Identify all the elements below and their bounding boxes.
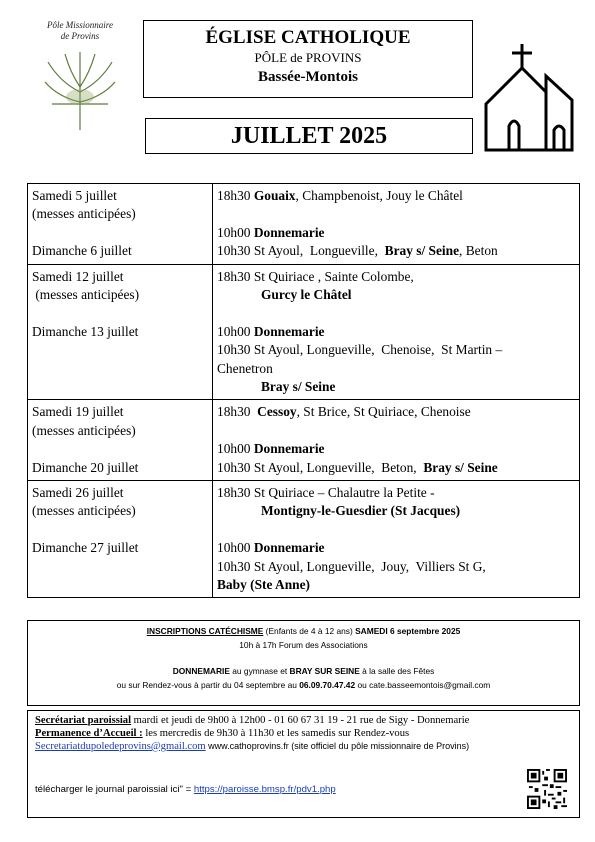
catechism-box [27, 620, 580, 706]
table-row [28, 184, 580, 265]
day-label: Samedi 26 juillet [32, 485, 124, 501]
mass-line: 10h00 Donnemarie [217, 540, 325, 556]
mass-line: Bray s/ Seine [261, 379, 336, 395]
mass-line: 18h30 St Quiriace – Chalautre la Petite - [217, 485, 435, 501]
day-label: Dimanche 27 juillet [32, 540, 139, 556]
logo-line-1: Pôle Missionnaire [47, 20, 113, 30]
mass-line: 10h30 St Ayoul, Longueville, Beton, Bray s/ Seine [217, 459, 498, 475]
day-label: Dimanche 13 juillet [32, 323, 139, 339]
mass-line: 10h30 St Ayoul, Longueville, Chenoise, St Martin – [217, 342, 503, 358]
church-icon [484, 42, 574, 152]
mass-line: Baby (Ste Anne) [217, 577, 311, 593]
pole-logo [30, 20, 130, 135]
catechism-email: ou cate.basseemontois@gmail.com [355, 680, 491, 690]
mass-line: 18h30 Cessoy, St Brice, St Quiriace, Chenoise [217, 404, 471, 420]
mass-schedule-table [27, 183, 580, 598]
day-note: (messes anticipées) [32, 422, 136, 438]
day-cell [28, 264, 213, 400]
logo-text [30, 20, 130, 42]
catechism-rdv: ou sur Rendez-vous à partir du 04 septembre au 06.09.70.47.42 ou cate.basseemontois@gmail.com [116, 680, 491, 690]
mass-line: 18h30 Gouaix, Champbenoist, Jouy le Châtel [217, 188, 463, 203]
day-cell [28, 481, 213, 598]
catechism-ages: (Enfants de 4 à 12 ans) [263, 626, 356, 636]
secretariat-email-link[interactable]: Secretariatdupoledeprovins@gmail.com [35, 741, 206, 752]
day-label: Samedi 19 juillet [32, 404, 124, 420]
day-cell [28, 184, 213, 265]
mass-cell [213, 184, 580, 265]
day-cell [28, 400, 213, 481]
day-label: Samedi 5 juillet [32, 188, 117, 203]
header-subtitle: Bassée-Montois [258, 69, 358, 85]
email-website-line [35, 740, 572, 753]
table-row [28, 264, 580, 400]
qr-code-icon[interactable] [527, 769, 567, 809]
mass-line: 10h00 Donnemarie [217, 441, 325, 457]
mass-line: 10h30 St Ayoul, Longueville, Jouy, Villiers St G, [217, 558, 486, 574]
mass-line: 10h00 Donnemarie [217, 224, 325, 240]
mass-cell [213, 481, 580, 598]
logo-line-2: de Provins [60, 31, 100, 41]
mass-line: 10h30 St Ayoul, Longueville, Bray s/ Seine, Beton [217, 243, 498, 259]
day-note: (messes anticipées) [32, 503, 136, 519]
website-text: www.cathoprovins.fr (site officiel du pôle missionnaire de Provins) [205, 741, 470, 751]
table-row [28, 400, 580, 481]
contact-box [27, 710, 580, 818]
catechism-heading-line [28, 624, 579, 638]
catechism-heading: INSCRIPTIONS CATÉCHISME [146, 626, 264, 636]
catechism-time: 10h à 17h Forum des Associations [239, 640, 368, 650]
header-box [143, 20, 473, 98]
catechism-date: SAMEDI 6 septembre 2025 [355, 626, 461, 636]
journal-line: télécharger le journal paroissial ici" = https://paroisse.bmsp.fr/pdv1.php [35, 784, 336, 795]
mass-line: 10h00 Donnemarie [217, 323, 325, 339]
mass-line: Montigny-le-Guesdier (St Jacques) [261, 503, 461, 519]
header-pole: PÔLE de PROVINS [254, 50, 362, 65]
catechism-phone: 06.09.70.47.42 [299, 680, 356, 690]
catechism-places: DONNEMARIE au gymnase et BRAY SUR SEINE à la salle des Fêtes [172, 666, 435, 676]
header-title: ÉGLISE CATHOLIQUE [205, 27, 411, 48]
mass-cell [213, 264, 580, 400]
mass-cell [213, 400, 580, 481]
mass-line: Gurcy le Châtel [261, 287, 352, 303]
day-note: (messes anticipées) [32, 287, 140, 303]
day-note: (messes anticipées) [32, 206, 136, 222]
day-label: Dimanche 20 juillet [32, 459, 139, 475]
month-title: JUILLET 2025 [145, 118, 473, 154]
journal-link[interactable]: https://paroisse.bmsp.fr/pdv1.php [193, 784, 336, 795]
day-label: Dimanche 6 juillet [32, 243, 132, 259]
permanence-line: Permanence d’Accueil : les mercredis de 9h30 à 11h30 et les samedis sur Rendez-vous [35, 728, 410, 739]
wheat-cross-icon [30, 42, 130, 132]
secretariat-line: Secrétariat paroissial mardi et jeudi de 9h00 à 12h00 - 01 60 67 31 19 - 21 rue de Sigy - Donnemarie [35, 715, 470, 726]
mass-line: Chenetron [217, 360, 273, 376]
table-row [28, 481, 580, 598]
day-label: Samedi 12 juillet [32, 268, 124, 284]
mass-line: 18h30 St Quiriace , Sainte Colombe, [217, 268, 414, 284]
